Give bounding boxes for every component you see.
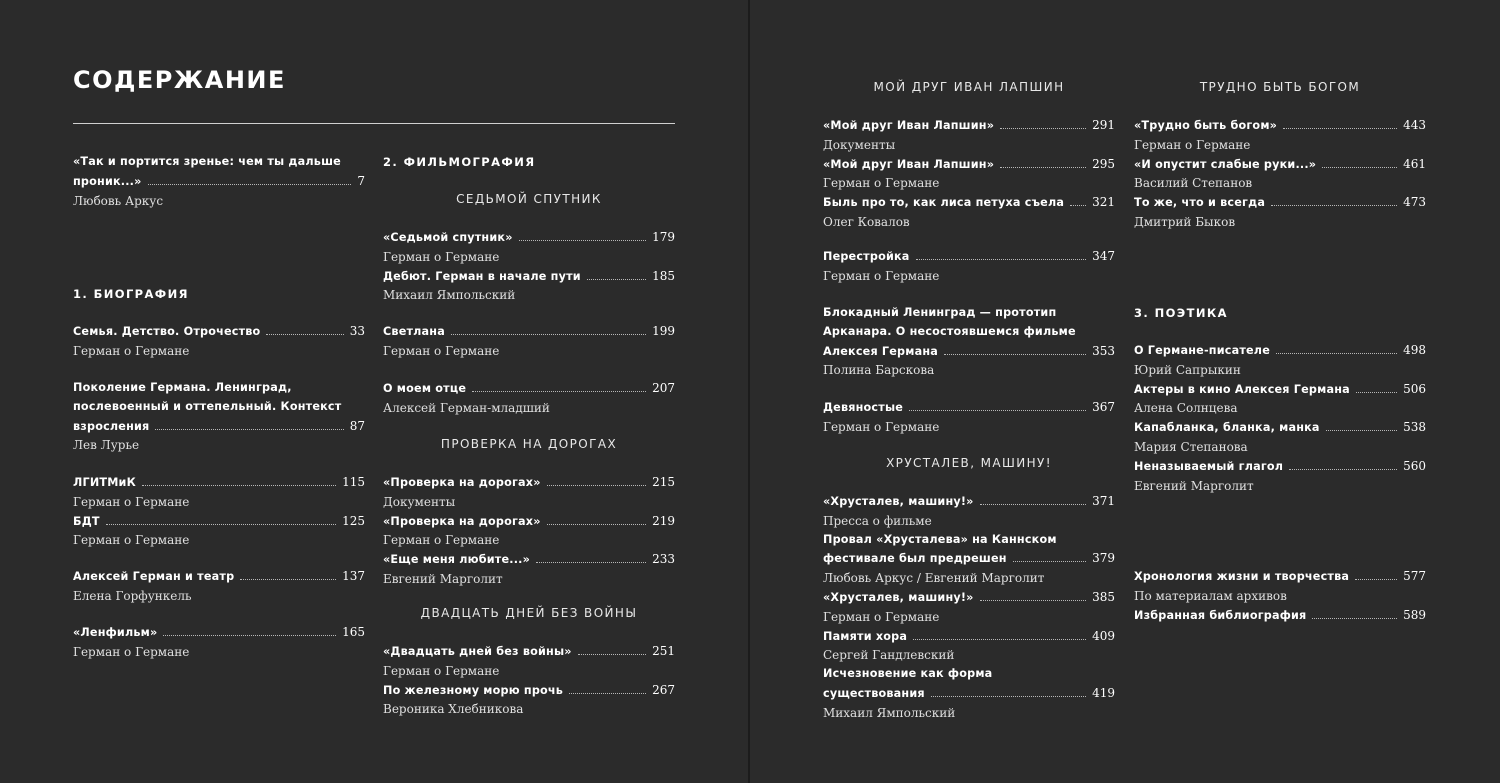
sputnik-group-2	[383, 322, 675, 361]
entry-author: Елена Горфункель	[73, 588, 192, 603]
toc-entry[interactable]	[383, 267, 675, 306]
entry-title: «Еще меня любите...»	[383, 553, 531, 567]
poetics-section	[1134, 304, 1426, 323]
leader-dots	[1000, 128, 1086, 129]
leader-dots	[240, 579, 336, 580]
entry-title: Семья. Детство. Отрочество	[73, 325, 261, 338]
entry-author: Пресса о фильме	[823, 513, 932, 528]
leader-dots	[1326, 430, 1397, 431]
entry-title: «Мой друг Иван Лапшин»	[823, 119, 995, 132]
toc-entry[interactable]	[383, 473, 675, 512]
leader-dots	[569, 693, 646, 694]
entry-title: Блокадный Ленинград — прототип	[823, 306, 1057, 319]
bio-group-2	[73, 379, 365, 455]
sputnik-group-3	[383, 379, 675, 418]
title-rule	[73, 123, 675, 124]
entry-title: «Трудно быть богом»	[1134, 119, 1278, 132]
leader-dots	[266, 334, 343, 335]
entry-page: 419	[1092, 685, 1115, 700]
entry-title: «Ленфильм»	[73, 626, 158, 639]
entry-author: Герман о Германе	[1134, 137, 1251, 152]
biography-section	[73, 285, 365, 304]
entry-author: По материалам архивов	[1134, 588, 1287, 603]
leader-dots	[142, 485, 336, 486]
leader-dots	[578, 654, 646, 655]
entry-title: БДТ	[73, 514, 100, 528]
entry-author: Документы	[823, 137, 896, 152]
entry-page: 295	[1092, 156, 1115, 171]
toc-entry[interactable]	[73, 567, 365, 606]
toc-entry[interactable]	[1134, 380, 1426, 419]
toc-entry-intro[interactable]	[73, 153, 365, 210]
entry-page: 291	[1092, 118, 1115, 132]
toc-entry[interactable]	[823, 116, 1115, 155]
entry-title: То же, что и всегда	[1134, 196, 1266, 210]
entry-page: 347	[1092, 249, 1115, 263]
entry-title: Памяти хора	[823, 629, 908, 643]
bio-group-5	[73, 623, 365, 662]
film-title-heading: МОЙ ДРУГ ИВАН ЛАПШИН	[873, 80, 1065, 94]
section-heading-poetics: 3. ПОЭТИКА	[1134, 306, 1228, 320]
leader-dots	[1289, 469, 1397, 470]
khrustalev-group	[823, 492, 1115, 723]
lapshin-group-4	[823, 398, 1115, 437]
entry-title: Алексея Германа	[823, 344, 939, 358]
toc-entry[interactable]	[823, 531, 1115, 588]
filmography-section	[383, 153, 675, 172]
leader-dots	[451, 334, 646, 335]
entry-page: 165	[342, 625, 365, 639]
entry-title: взросления	[73, 419, 150, 433]
film-title-heading: ДВАДЦАТЬ ДНЕЙ БЕЗ ВОЙНЫ	[420, 606, 638, 620]
entry-title: Актеры в кино Алексея Германа	[1134, 382, 1350, 396]
leader-dots	[980, 600, 1087, 601]
entry-author: Евгений Марголит	[1134, 478, 1254, 493]
entry-page: 498	[1403, 343, 1426, 357]
toc-entry[interactable]	[73, 623, 365, 662]
entry-title: О Германе-писателе	[1134, 344, 1270, 357]
toc-entry[interactable]	[383, 642, 675, 681]
toc-entry[interactable]	[383, 322, 675, 361]
leader-dots	[1013, 561, 1086, 562]
entry-title: послевоенный и оттепельный. Контекст	[73, 399, 342, 413]
entry-page: 473	[1403, 195, 1426, 210]
film-subheading-khrustalev	[823, 454, 1115, 473]
entry-title: Капабланка, бланка, манка	[1134, 421, 1320, 435]
film-title-heading: СЕДЬМОЙ СПУТНИК	[456, 192, 602, 206]
entry-page: 371	[1092, 494, 1115, 508]
entry-title: Хронология жизни и творчества	[1134, 570, 1350, 583]
leader-dots	[916, 259, 1087, 260]
entry-author: Герман о Германе	[383, 533, 500, 548]
entry-author: Юрий Сапрыкин	[1134, 362, 1241, 377]
toc-entry[interactable]	[1134, 567, 1426, 606]
toc-entry[interactable]	[823, 492, 1115, 531]
leader-dots	[1355, 579, 1397, 580]
right-page	[750, 0, 1500, 783]
leader-dots	[1000, 167, 1086, 168]
leader-dots	[106, 524, 336, 525]
toc-entry[interactable]	[823, 665, 1115, 722]
leader-dots	[547, 524, 646, 525]
entry-page: 207	[652, 381, 675, 395]
entry-author: Герман о Германе	[73, 343, 190, 358]
entry-author: Документы	[383, 494, 456, 509]
entry-title: «Проверка на дорогах»	[383, 476, 541, 489]
entry-title: О моем отце	[383, 382, 467, 395]
toc-entry[interactable]	[383, 228, 675, 267]
toc-entry[interactable]	[823, 627, 1115, 666]
entry-page: 185	[652, 268, 675, 283]
entry-author: Герман о Германе	[823, 419, 940, 434]
toc-entry[interactable]	[1134, 155, 1426, 194]
entry-author: Герман о Германе	[383, 663, 500, 678]
entry-page: 385	[1092, 589, 1115, 604]
entry-page: 215	[652, 475, 675, 489]
entry-page: 125	[342, 513, 365, 528]
entry-author: Сергей Гандлевский	[823, 648, 955, 663]
film-subheading-lapshin	[823, 78, 1115, 97]
leader-dots	[163, 635, 336, 636]
entry-title: ЛГИТМиК	[73, 476, 136, 489]
entry-title: существования	[823, 686, 925, 700]
leader-dots	[980, 504, 1087, 505]
entry-author: Евгений Марголит	[383, 571, 503, 586]
entry-title: По железному морю прочь	[383, 683, 564, 697]
entry-page: 7	[357, 173, 365, 188]
entry-author: Герман о Германе	[73, 644, 190, 659]
left-page	[0, 0, 748, 783]
entry-author: Герман о Германе	[823, 176, 940, 191]
toc-entry[interactable]	[823, 588, 1115, 627]
entry-author: Герман о Германе	[73, 494, 190, 509]
entry-page: 267	[652, 682, 675, 697]
poetics-group	[1134, 341, 1426, 495]
toc-entry[interactable]	[73, 473, 365, 512]
entry-page: 199	[652, 324, 675, 338]
entry-page: 560	[1403, 458, 1426, 473]
entry-title: проник...»	[73, 174, 142, 188]
toc-entry[interactable]	[383, 379, 675, 418]
entry-page: 87	[349, 418, 365, 433]
entry-page: 179	[652, 230, 675, 244]
lapshin-group-2	[823, 247, 1115, 286]
entry-title: Дебют. Герман в начале пути	[383, 269, 581, 283]
entry-author: Михаил Ямпольский	[383, 288, 516, 303]
entry-author: Полина Барскова	[823, 363, 935, 378]
entry-page: 33	[349, 324, 365, 338]
entry-title: Светлана	[383, 325, 445, 338]
film-subheading-trudno	[1134, 78, 1426, 97]
toc-entry[interactable]	[823, 193, 1115, 232]
leader-dots	[1312, 618, 1397, 619]
leader-dots	[519, 240, 646, 241]
leader-dots	[944, 354, 1086, 355]
entry-author: Мария Степанова	[1134, 439, 1248, 454]
bio-group-4	[73, 567, 365, 606]
entry-author: Герман о Германе	[73, 533, 190, 548]
entry-page: 577	[1403, 569, 1426, 583]
leader-dots	[1356, 392, 1397, 393]
entry-author: Герман о Германе	[383, 343, 500, 358]
leader-dots	[1276, 353, 1397, 354]
toc-entry[interactable]	[383, 550, 675, 589]
leader-dots	[931, 696, 1086, 697]
section-heading-filmography: 2. ФИЛЬМОГРАФИЯ	[383, 155, 536, 169]
sputnik-group-1	[383, 228, 675, 305]
toc-entry[interactable]	[1134, 341, 1426, 380]
entry-title: «Двадцать дней без войны»	[383, 645, 572, 658]
leader-dots	[155, 429, 343, 430]
entry-title: Алексей Герман и театр	[73, 570, 235, 583]
entry-author: Михаил Ямпольский	[823, 705, 956, 720]
entry-page: 443	[1403, 118, 1426, 132]
entry-page: 137	[342, 569, 365, 583]
page-title: СОДЕРЖАНИЕ	[73, 66, 286, 94]
leader-dots	[547, 485, 646, 486]
toc-entry[interactable]	[73, 322, 365, 361]
leader-dots	[1271, 205, 1397, 206]
entry-author: Герман о Германе	[823, 609, 940, 624]
entry-page: 409	[1092, 628, 1115, 643]
toc-entry[interactable]	[823, 155, 1115, 194]
entry-title: «Хрусталев, машину!»	[823, 590, 974, 604]
toc-entry[interactable]	[823, 247, 1115, 286]
film-subheading-proverka	[383, 435, 675, 454]
toc-entry[interactable]	[1134, 193, 1426, 232]
leader-dots	[1283, 128, 1397, 129]
leader-dots	[472, 391, 646, 392]
leader-dots	[913, 639, 1086, 640]
entry-author: Олег Ковалов	[823, 214, 910, 229]
leader-dots	[1070, 205, 1086, 206]
entry-author: Алексей Герман-младший	[383, 400, 550, 415]
entry-author: Вероника Хлебникова	[383, 702, 524, 717]
entry-page: 321	[1092, 195, 1115, 210]
trudno-group	[1134, 116, 1426, 232]
entry-page: 233	[652, 552, 675, 567]
entry-title: Перестройка	[823, 250, 910, 263]
toc-entry[interactable]	[383, 512, 675, 551]
bio-group-1	[73, 322, 365, 361]
entry-title: Арканара. О несостоявшемся фильме	[823, 324, 1076, 338]
entry-title: Поколение Германа. Ленинград,	[73, 381, 292, 394]
entry-page: 251	[652, 644, 675, 658]
toc-entry[interactable]	[823, 398, 1115, 437]
entry-title: Неназываемый глагол	[1134, 459, 1284, 473]
toc-entry[interactable]	[73, 512, 365, 551]
entry-title: «Так и портится зренье: чем ты дальше	[73, 155, 341, 168]
entry-title: Исчезновение как форма	[823, 667, 993, 681]
entry-title: фестивале был предрешен	[823, 552, 1007, 566]
entry-author: Герман о Германе	[823, 268, 940, 283]
entry-author: Любовь Аркус	[73, 193, 164, 208]
toc-entry[interactable]	[1134, 457, 1426, 496]
entry-page: 506	[1403, 381, 1426, 396]
film-subheading-sputnik	[383, 190, 675, 209]
section-heading-biography: 1. БИОГРАФИЯ	[73, 287, 189, 301]
toc-entry[interactable]	[383, 681, 675, 720]
entry-author: Любовь Аркус / Евгений Марголит	[823, 571, 1045, 586]
twenty-group	[383, 642, 675, 719]
film-title-heading: ПРОВЕРКА НА ДОРОГАХ	[440, 437, 618, 451]
entry-author: Василий Степанов	[1134, 176, 1253, 191]
leader-dots	[536, 562, 646, 563]
entry-title: Избранная библиография	[1134, 608, 1307, 622]
entry-page: 461	[1403, 156, 1426, 171]
entry-title: «И опустит слабые руки...»	[1134, 157, 1317, 171]
toc-entry[interactable]	[1134, 606, 1426, 626]
entry-author: Дмитрий Быков	[1134, 214, 1236, 229]
entry-author: Герман о Германе	[383, 249, 500, 264]
leader-dots	[1322, 167, 1397, 168]
lapshin-group-1	[823, 116, 1115, 232]
leader-dots	[587, 279, 646, 280]
entry-page: 589	[1403, 607, 1426, 622]
film-subheading-twenty	[383, 604, 675, 623]
entry-page: 538	[1403, 420, 1426, 435]
leader-dots	[148, 184, 352, 185]
entry-page: 353	[1092, 343, 1115, 358]
bio-group-3	[73, 473, 365, 550]
film-title-heading: ХРУСТАЛЕВ, МАШИНУ!	[886, 456, 1052, 470]
film-title-heading: ТРУДНО БЫТЬ БОГОМ	[1199, 80, 1361, 94]
toc-entry[interactable]	[73, 379, 365, 455]
entry-title: Провал «Хрусталева» на Каннском	[823, 532, 1057, 546]
entry-page: 115	[342, 475, 365, 489]
entry-title: Девяностые	[823, 401, 904, 414]
appendix-group	[1134, 567, 1426, 625]
entry-title: «Хрусталев, машину!»	[823, 495, 974, 508]
entry-author: Алена Солнцева	[1134, 401, 1238, 416]
entry-title: «Проверка на дорогах»	[383, 514, 541, 528]
toc-entry[interactable]	[1134, 418, 1426, 457]
toc-entry[interactable]	[1134, 116, 1426, 155]
lapshin-group-3	[823, 304, 1115, 380]
entry-title: «Седьмой спутник»	[383, 231, 513, 244]
column-1	[73, 153, 365, 210]
entry-title: Быль про то, как лиса петуха съела	[823, 196, 1065, 210]
entry-page: 219	[652, 513, 675, 528]
entry-page: 367	[1092, 400, 1115, 414]
entry-author: Лев Лурье	[73, 438, 140, 453]
toc-entry[interactable]	[823, 304, 1115, 380]
entry-title: «Мой друг Иван Лапшин»	[823, 157, 995, 171]
entry-page: 379	[1092, 551, 1115, 566]
leader-dots	[909, 410, 1086, 411]
proverka-group	[383, 473, 675, 589]
